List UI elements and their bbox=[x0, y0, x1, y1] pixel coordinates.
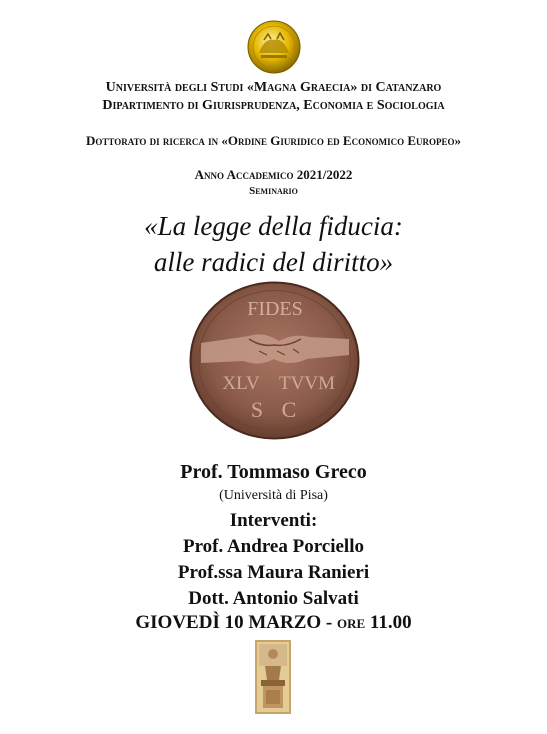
intervention-speaker: Prof.ssa Maura Ranieri bbox=[177, 562, 370, 583]
event-day: GIOVEDÌ 10 MARZO bbox=[135, 612, 322, 633]
event-time: ore 11.00 bbox=[337, 612, 412, 633]
department-name: Dipartimento di Giurisprudenza, Economia e Sociologia bbox=[102, 98, 445, 113]
event-type: Seminario bbox=[249, 185, 298, 197]
main-speaker-affiliation: (Università di Pisa) bbox=[219, 488, 328, 503]
fides-coin-image bbox=[189, 281, 360, 440]
academic-year: Anno Accademico 2021/2022 bbox=[194, 167, 353, 182]
university-seal-logo bbox=[247, 20, 301, 74]
coin-legend-left: XLV bbox=[222, 373, 260, 394]
seminar-title-line2: alle radici del diritto» bbox=[153, 247, 394, 277]
coin-legend-right: TVVM bbox=[279, 373, 335, 394]
seminar-title-line1: «La legge della fiducia: bbox=[144, 211, 403, 241]
interventions-label: Interventi: bbox=[229, 510, 318, 531]
main-speaker: Prof. Tommaso Greco bbox=[180, 461, 367, 483]
date-separator: - bbox=[321, 612, 337, 633]
intervention-speaker: Dott. Antonio Salvati bbox=[188, 588, 359, 609]
phd-program: Dottorato di ricerca in «Ordine Giuridico ed Economico Europeo» bbox=[86, 133, 461, 148]
coin-sc-right: C bbox=[281, 397, 297, 422]
university-name: Università degli Studi «Magna Graecia» di Catanzaro bbox=[105, 80, 442, 95]
event-date-time bbox=[0, 611, 547, 635]
coin-legend-top: FIDES bbox=[247, 298, 303, 320]
intervention-speaker: Prof. Andrea Porciello bbox=[182, 536, 364, 557]
coin-sc-left: S bbox=[250, 397, 264, 422]
fresco-thumbnail-image bbox=[255, 640, 291, 714]
